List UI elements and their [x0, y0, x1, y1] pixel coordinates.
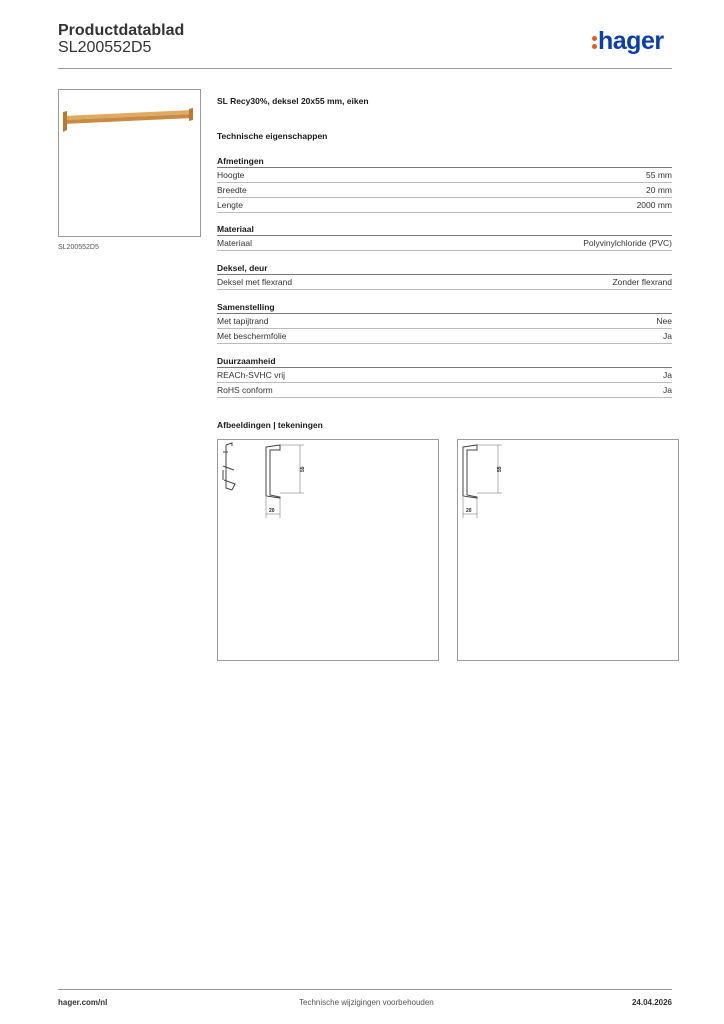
- section-materiaal: [217, 223, 672, 251]
- hager-logo: [592, 27, 664, 56]
- spec-row: [217, 168, 672, 183]
- spec-value: Ja: [663, 370, 672, 380]
- spec-row: [217, 329, 672, 344]
- spec-value: 2000 mm: [636, 200, 672, 210]
- product-image-frame: [58, 89, 201, 237]
- spec-value: 55 mm: [646, 170, 672, 180]
- product-profile-image: [59, 90, 200, 236]
- product-title: SL Recy30%, deksel 20x55 mm, eiken: [217, 96, 369, 106]
- height-dimension-label: 55: [300, 466, 306, 472]
- header-divider: [58, 68, 672, 69]
- tech-properties-title: Technische eigenschappen: [217, 131, 328, 141]
- height-dimension-label: 55: [497, 466, 503, 472]
- image-caption: SL200552D5: [58, 244, 99, 251]
- section-afmetingen: [217, 155, 672, 213]
- drawing-box-1: [217, 439, 439, 661]
- width-dimension-label: 20: [466, 508, 472, 514]
- section-deksel-deur: [217, 262, 672, 290]
- spec-label: RoHS conform: [217, 385, 273, 395]
- footer-date: 24.04.2026: [631, 998, 672, 1007]
- section-heading: Samenstelling: [217, 301, 672, 314]
- spec-label: REACh-SVHC vrij: [217, 370, 286, 380]
- technical-drawing-1: [218, 440, 438, 660]
- spec-value: Polyvinylchloride (PVC): [583, 238, 672, 248]
- spec-value: 20 mm: [646, 185, 672, 195]
- spec-row: [217, 236, 672, 251]
- logo-text: hager: [598, 27, 664, 55]
- section-heading: Materiaal: [217, 223, 672, 236]
- spec-label: Deksel met flexrand: [217, 277, 293, 287]
- footer-divider: [58, 989, 672, 990]
- spec-label: Materiaal: [217, 238, 252, 248]
- section-samenstelling: [217, 301, 672, 344]
- section-heading: Afmetingen: [217, 155, 672, 168]
- drawings-title: Afbeeldingen | tekeningen: [217, 420, 323, 430]
- profile-sketch-icon: [223, 443, 235, 490]
- spec-value: Ja: [663, 331, 672, 341]
- section-heading: Deksel, deur: [217, 262, 672, 275]
- spec-label: Breedte: [217, 185, 247, 195]
- spec-label: Hoogte: [217, 170, 245, 180]
- footer-disclaimer: Technische wijzigingen voorbehouden: [299, 998, 434, 1007]
- logo-dots-icon: [592, 34, 597, 50]
- drawing-box-2: [457, 439, 679, 661]
- section-duurzaamheid: [217, 355, 672, 398]
- spec-row: [217, 368, 672, 383]
- spec-row: [217, 198, 672, 213]
- footer-website-link[interactable]: hager.com/nl: [58, 998, 108, 1007]
- spec-value: Ja: [663, 385, 672, 395]
- section-heading: Duurzaamheid: [217, 355, 672, 368]
- spec-row: [217, 275, 672, 290]
- spec-row: [217, 383, 672, 398]
- spec-label: Met beschermfolie: [217, 331, 287, 341]
- spec-row: [217, 314, 672, 329]
- width-dimension-label: 20: [269, 508, 275, 514]
- spec-label: Lengte: [217, 200, 243, 210]
- product-code: SL200552D5: [58, 39, 152, 56]
- spec-value: Zonder flexrand: [612, 277, 672, 287]
- technical-drawing-2: [458, 440, 678, 660]
- spec-label: Met tapijtrand: [217, 316, 269, 326]
- page-title: Productdatablad: [58, 22, 185, 39]
- spec-value: Nee: [656, 316, 672, 326]
- spec-row: [217, 183, 672, 198]
